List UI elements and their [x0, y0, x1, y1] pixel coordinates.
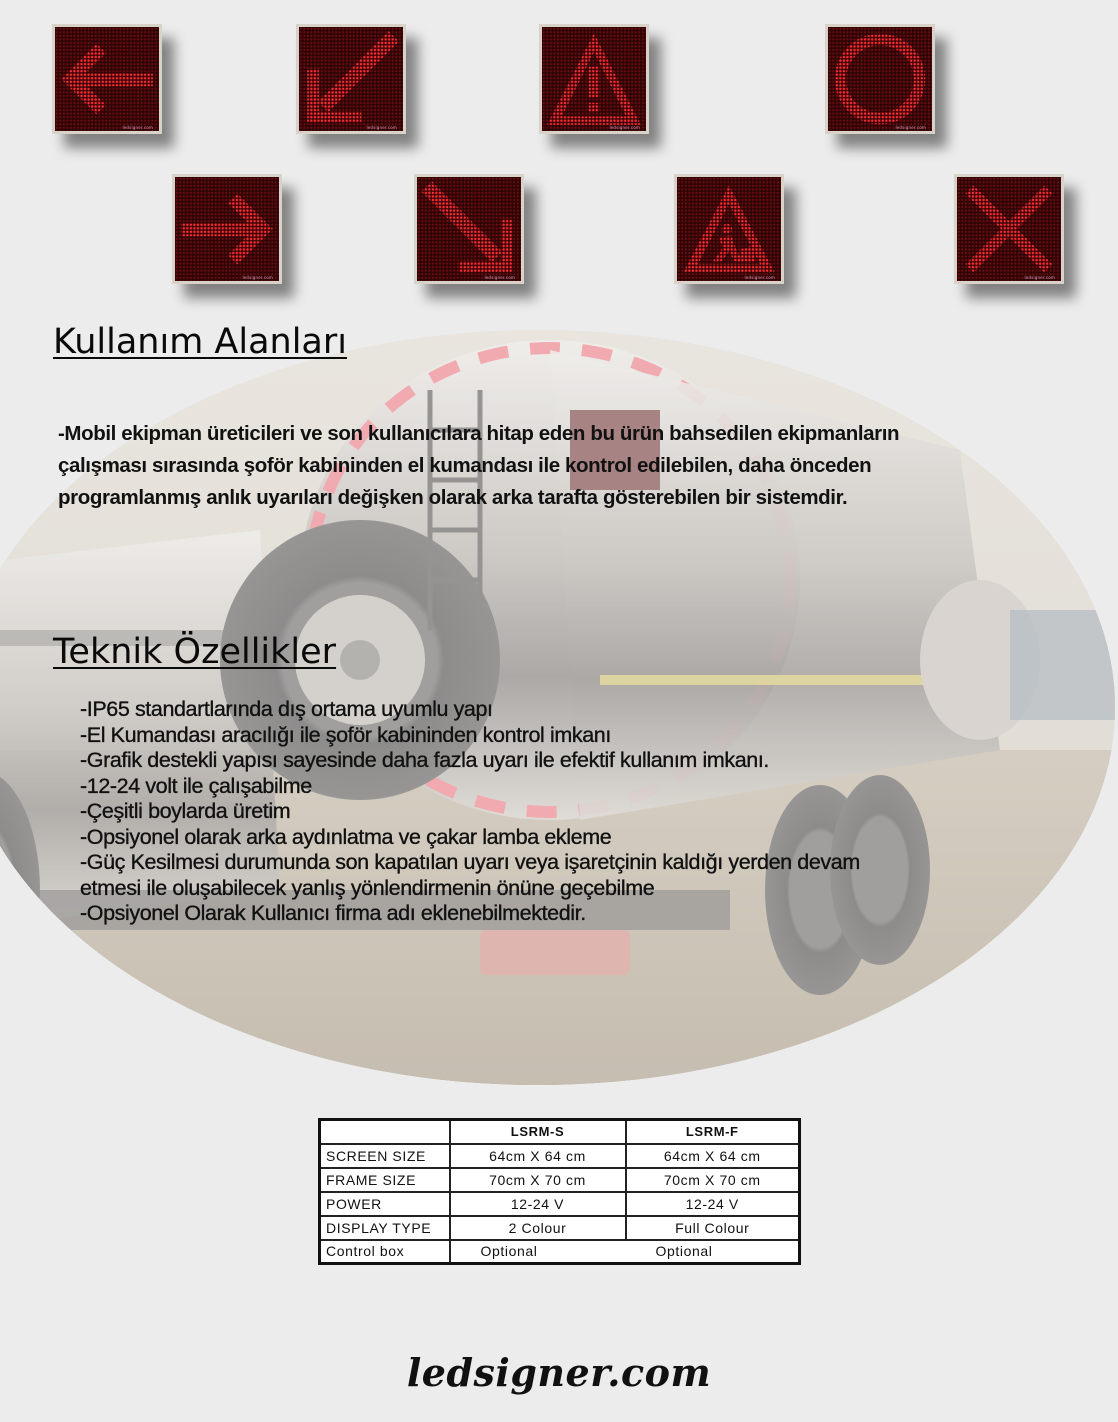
feature-item: -El Kumandası aracılığı ile şoför kabininden kontrol imkanı [80, 722, 611, 747]
usage-line: programlanmış anlık uyarıları değişken olarak arka tarafta gösterebilen bir sistemdir. [58, 486, 848, 509]
led-sign-circle [825, 24, 935, 134]
arrow-down-left-icon [299, 27, 403, 131]
table-row [320, 1144, 800, 1168]
arrow-right-icon [175, 177, 279, 281]
table-cell: 64cm X 64 cm [626, 1144, 800, 1168]
table-cell: 12-24 V [450, 1192, 626, 1216]
feature-item: -Grafik destekli yapısı sayesinde daha fazla uyarı ile efektif kullanım imkanı. [80, 748, 769, 772]
feature-item: -Çeşitli boylarda üretim [80, 799, 291, 823]
table-cell: Full Colour [626, 1216, 800, 1240]
spec-table [318, 1118, 801, 1265]
sign-brand: ledsigner.com [366, 125, 397, 130]
table-row [320, 1240, 800, 1264]
table-header-row [320, 1120, 800, 1144]
led-sign-arrow-down-left [296, 24, 406, 134]
feature-item: -Opsiyonel Olarak Kullanıcı firma adı eklenebilmektedir. [80, 901, 586, 925]
feature-item: -IP65 standartlarında dış ortama uyumlu yapı [80, 697, 493, 721]
table-cell: FRAME SIZE [320, 1168, 450, 1192]
table-row [320, 1216, 800, 1240]
table-cell: DISPLAY TYPE [320, 1216, 450, 1240]
usage-line: çalışması sırasında şoför kabininden el kumandası ile kontrol edilebilen, daha önceden [58, 454, 872, 477]
sign-brand: ledsigner.com [122, 125, 153, 130]
table-cell: 70cm X 70 cm [626, 1168, 800, 1192]
sign-brand: ledsigner.com [744, 275, 775, 280]
table-cell: POWER [320, 1192, 450, 1216]
led-sign-arrow-down-right [414, 174, 524, 284]
cross-icon [957, 177, 1061, 281]
feature-item: -Güç Kesilmesi durumunda son kapatılan uyarı veya işaretçinin kaldığı yerden devam [80, 850, 860, 874]
sign-brand: ledsigner.com [484, 275, 515, 280]
usage-line: -Mobil ekipman üreticileri ve son kullanıcılara hitap eden bu ürün bahsedilen ekipmanların [58, 422, 900, 445]
table-cell: 64cm X 64 cm [450, 1144, 626, 1168]
led-sign-warning [539, 24, 649, 134]
circle-icon [828, 27, 932, 131]
feature-item: -Opsiyonel olarak arka aydınlatma ve çakar lamba ekleme [80, 824, 612, 849]
sign-brand: ledsigner.com [895, 125, 926, 130]
table-cell: SCREEN SIZE [320, 1144, 450, 1168]
led-sign-roadwork [674, 174, 784, 284]
feature-list [80, 697, 860, 927]
table-row [320, 1168, 800, 1192]
usage-description [58, 418, 1058, 514]
sign-brand: ledsigner.com [242, 275, 273, 280]
led-sign-arrow-right [172, 174, 282, 284]
table-header [320, 1120, 450, 1144]
usage-heading: Kullanım Alanları [53, 322, 347, 362]
table-cell: 12-24 V [626, 1192, 800, 1216]
feature-item: etmesi ile oluşabilecek yanlış yönlendirmenin önüne geçebilme [80, 875, 655, 900]
warning-triangle-icon [542, 27, 646, 131]
table-cell: Optional [450, 1240, 626, 1264]
sign-brand: ledsigner.com [609, 125, 640, 130]
table-cell: Control box [320, 1240, 450, 1264]
table-row [320, 1192, 800, 1216]
table-header: LSRM-F [626, 1120, 800, 1144]
table-header: LSRM-S [450, 1120, 626, 1144]
feature-item: -12-24 volt ile çalışabilme [80, 773, 312, 798]
roadwork-triangle-icon [677, 177, 781, 281]
led-sign-arrow-left [52, 24, 162, 134]
led-sign-cross [954, 174, 1064, 284]
specs-heading: Teknik Özellikler [53, 632, 337, 672]
footer-brand-logo: ledsigner.com [406, 1350, 712, 1395]
arrow-down-right-icon [417, 177, 521, 281]
table-cell: 70cm X 70 cm [450, 1168, 626, 1192]
arrow-left-icon [55, 27, 159, 131]
table-cell: 2 Colour [450, 1216, 626, 1240]
table-cell: Optional [626, 1240, 800, 1264]
sign-brand: ledsigner.com [1024, 275, 1055, 280]
